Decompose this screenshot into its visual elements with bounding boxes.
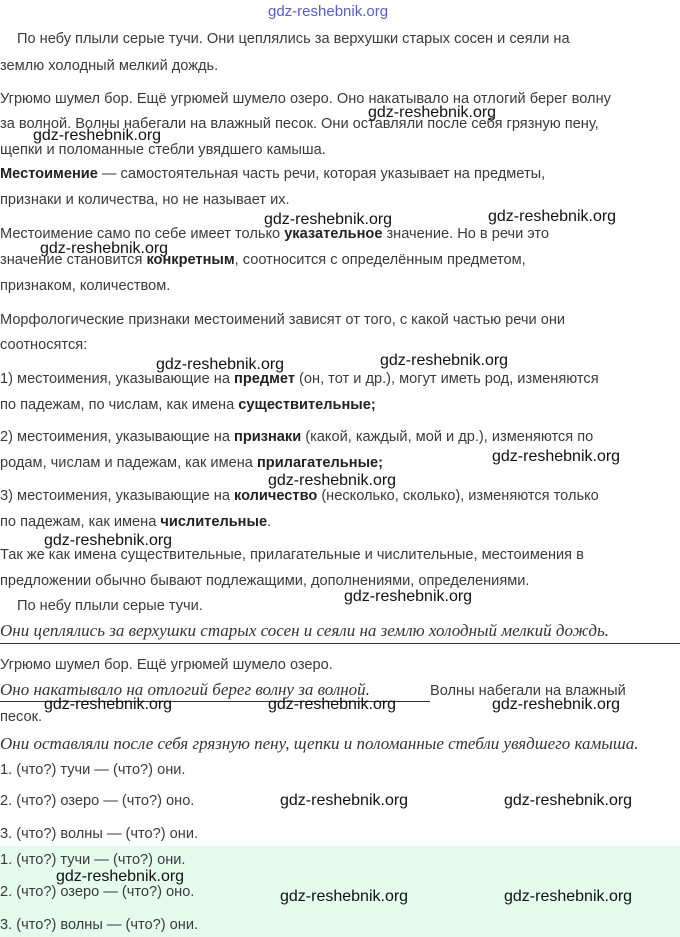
list-item-3-line-2 (0, 512, 271, 532)
watermark-top: gdz-reshebnik.org (268, 3, 389, 20)
paragraph-2-line-3: щепки и поломанные стебли увядшего камыша. (0, 142, 326, 158)
bold-term: существительные; (238, 397, 376, 413)
paragraph-4-line-3: признаком, количеством. (0, 278, 171, 294)
watermark: gdz-reshebnik.org (264, 211, 393, 228)
bold-term: указательное (284, 226, 383, 242)
bold-term: прилагательные; (256, 455, 384, 471)
watermark: gdz-reshebnik.org (40, 240, 169, 257)
text-fragment: 2) местоимения, указывающие на (0, 429, 234, 445)
bold-term: конкретным (146, 252, 235, 268)
text-fragment: 3) местоимения, указывающие на (0, 488, 234, 504)
handwritten-line-3: Они оставляли после себя грязную пену, щепки и поломанные стебли увядшего камыша. (0, 734, 639, 753)
paragraph-1-line-2: землю холодный мелкий дождь. (0, 58, 219, 74)
watermark: gdz-reshebnik.org (368, 104, 497, 121)
bold-term: признаки (234, 429, 302, 445)
watermark: gdz-reshebnik.org (268, 696, 397, 713)
paragraph-1-line-1: По небу плыли серые тучи. Они цеплялись за верхушки старых сосен и сеяли на (17, 31, 570, 47)
text-fragment: родам, числам и падежам, как имена (0, 455, 257, 471)
text-fragment: (какой, каждый, мой и др.), изменяются по (301, 429, 594, 445)
text-fragment: 1) местоимения, указывающие на (0, 371, 234, 387)
text-fragment: Местоимение само по себе имеет только (0, 226, 285, 242)
answer-2: 2. (что?) озеро — (что?) оно. (0, 793, 195, 809)
watermark: gdz-reshebnik.org (344, 588, 473, 605)
watermark: gdz-reshebnik.org (156, 356, 285, 373)
bold-term: числительные (160, 514, 268, 530)
answer-1: 1. (что?) тучи — (что?) они. (0, 762, 186, 778)
watermark: gdz-reshebnik.org (380, 352, 509, 369)
paragraph-6-line-1: Так же как имена существительные, прилагательные и числительные, местоимения в (0, 547, 584, 563)
text-fragment: (несколько, сколько), изменяются только (317, 488, 599, 504)
watermark: gdz-reshebnik.org (488, 208, 617, 225)
watermark: gdz-reshebnik.org (268, 472, 397, 489)
exercise-line-1: По небу плыли серые тучи. (17, 598, 203, 614)
exercise-line-2: Угрюмо шумел бор. Ещё угрюмей шумело озеро. (0, 657, 333, 673)
definition-line-2: признаки и количества, но не называет их. (0, 192, 290, 208)
definition-line-1 (0, 164, 545, 184)
underline-1 (0, 643, 680, 644)
text-fragment: по падежам, как имена (0, 514, 161, 530)
answer-highlight-2: 2. (что?) озеро — (что?) оно. (0, 884, 195, 900)
watermark: gdz-reshebnik.org (504, 792, 633, 809)
answer-3: 3. (что?) волны — (что?) они. (0, 826, 199, 842)
list-item-2-line-1 (0, 427, 593, 447)
list-item-1-line-2 (0, 395, 376, 415)
handwritten-line-2: Оно накатывало на отлогий берег волну за волной. (0, 680, 370, 699)
watermark: gdz-reshebnik.org (280, 792, 409, 809)
list-item-2-line-2 (0, 453, 383, 473)
definition-term: Местоимение (0, 166, 98, 182)
list-item-1-line-1 (0, 369, 599, 389)
text-fragment: (он, тот и др.), могут иметь род, изменяются (294, 371, 599, 387)
bold-term: предмет (234, 371, 295, 387)
text-fragment: , соотносится с определённым предметом, (234, 252, 526, 268)
watermark: gdz-reshebnik.org (44, 696, 173, 713)
text-fragment: по падежам, по числам, как имена (0, 397, 239, 413)
text-fragment: значение становится (0, 252, 147, 268)
watermark: gdz-reshebnik.org (504, 888, 633, 905)
text-fragment: . (267, 514, 272, 530)
exercise-line-3: Волны набегали на влажный (430, 683, 626, 699)
handwritten-line-1: Они цеплялись за верхушки старых сосен и сеяли на землю холодный мелкий дождь. (0, 621, 609, 640)
paragraph-6-line-2: предложении обычно бывают подлежащими, дополнениями, определениями. (0, 573, 530, 589)
answer-highlight-1: 1. (что?) тучи — (что?) они. (0, 852, 186, 868)
watermark: gdz-reshebnik.org (33, 127, 162, 144)
answer-highlight-3: 3. (что?) волны — (что?) они. (0, 917, 199, 933)
paragraph-5-line-1: Морфологические признаки местоимений зависят от того, с какой частью речи они (0, 312, 566, 328)
bold-term: количество (234, 488, 318, 504)
text-fragment: значение. Но в речи это (382, 226, 550, 242)
watermark: gdz-reshebnik.org (44, 532, 173, 549)
paragraph-2-line-2: за волной. Волны набегали на влажный песок. Они оставляли после себя грязную пену, (0, 116, 599, 132)
watermark: gdz-reshebnik.org (492, 448, 621, 465)
paragraph-5-line-2: соотносятся: (0, 337, 88, 353)
watermark: gdz-reshebnik.org (492, 696, 621, 713)
watermark: gdz-reshebnik.org (280, 888, 409, 905)
exercise-line-4: песок. (0, 709, 43, 725)
watermark: gdz-reshebnik.org (56, 868, 185, 885)
paragraph-2-line-1: Угрюмо шумел бор. Ещё угрюмей шумело озеро. Оно накатывало на отлогий берег волну (0, 91, 611, 107)
definition-text: — самостоятельная часть речи, которая указывает на предметы, (97, 166, 546, 182)
